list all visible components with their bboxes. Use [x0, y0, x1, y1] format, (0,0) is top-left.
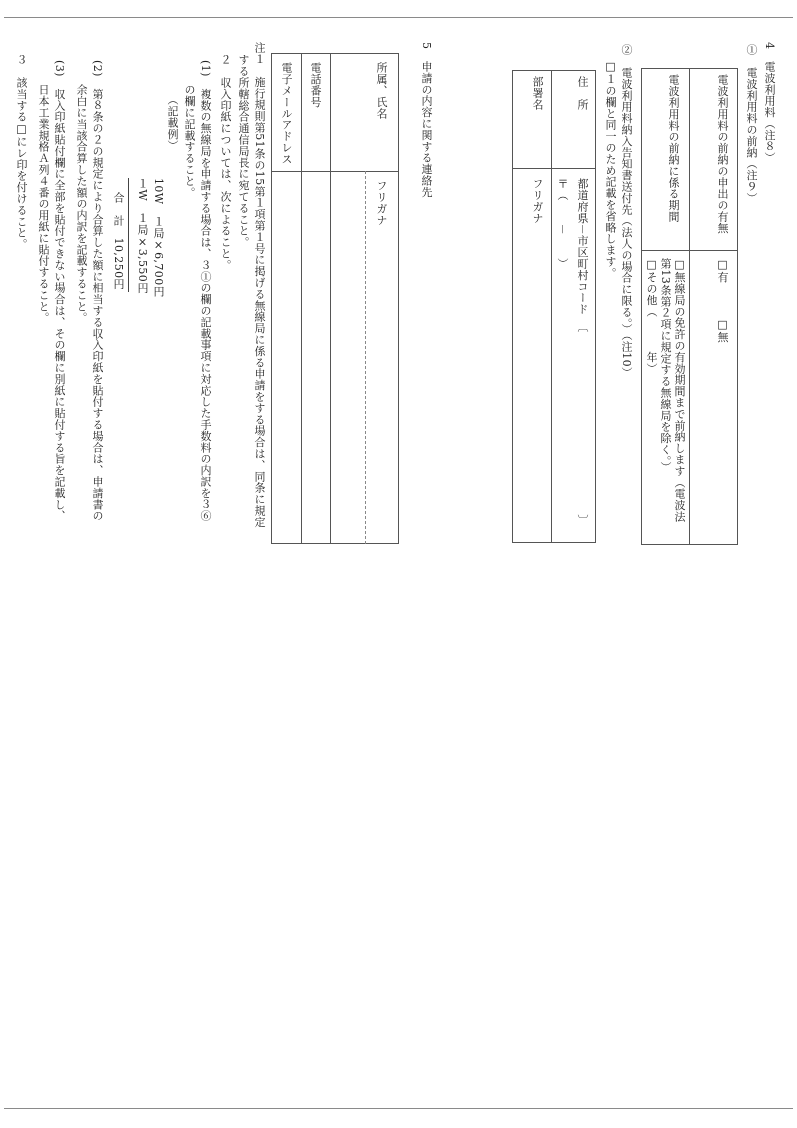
note-2-3-cont: 日本工業規格Ａ列４番の用紙に貼付すること。 — [37, 84, 50, 324]
period-until-expiry-note: 第13条第２項に規定する無線局を除く。） — [659, 258, 672, 473]
note-2: ２ 収入印紙については、次によること。 — [219, 54, 232, 271]
postal-code-field[interactable]: 〒（ － ） — [556, 178, 569, 270]
address-row-divider — [551, 70, 552, 543]
note-3: ３ 該当する□にレ印を付けること。 — [15, 54, 28, 250]
note-2-2-cont: 余白に当該合算した額の内訳を記載すること。 — [75, 84, 88, 324]
prepay-item-heading: ① 電波利用料の前納（注９） — [745, 44, 758, 204]
section5-heading: 5 申請の内容に関する連絡先 — [420, 42, 433, 198]
prepay-no-checkbox[interactable]: □無 — [716, 318, 729, 343]
note-2-1: (1) 複数の無線局を申請する場合は、３①の欄の記載事項に対応した手数料の内訳を３⑥ — [199, 60, 212, 522]
prepay-period-label: 電波利用料の前納に係る期間 — [667, 74, 680, 223]
section4-heading: 4 電波利用料（注８） — [763, 42, 776, 164]
prepay-table-row-divider — [689, 68, 690, 545]
bottom-rule — [4, 1108, 793, 1109]
example-row-10w: 10W １局×6,700円 — [152, 178, 165, 297]
top-rule — [4, 17, 793, 18]
note-2-3: (3) 収入印紙貼付欄に全部を貼付できない場合は、その欄に別紙に貼付する旨を記載し、 — [53, 60, 66, 522]
note-1: 注１ 施行規則第51条の15第１項第１号に掲げる無線局に係る申請をする場合は、同条に規定 — [253, 42, 266, 528]
phone-label: 電話番号 — [309, 62, 322, 108]
prepay-yes-checkbox[interactable]: □有 — [716, 258, 729, 283]
affiliation-name-label: 所属、氏名 — [375, 62, 388, 119]
contact-row-divider-1 — [301, 53, 302, 544]
contact-row-divider-2 — [330, 53, 331, 544]
address-col-divider — [512, 168, 596, 169]
prepay-table-col-divider — [641, 250, 738, 251]
department-furigana-field[interactable]: フリガナ — [531, 178, 544, 224]
pref-city-code-field[interactable]: 都道府県－市区町村コード 〔 〕 — [576, 178, 589, 526]
example-total: 合 計 10,250円 — [112, 192, 125, 290]
address-label: 住 所 — [576, 76, 589, 111]
affiliation-furigana-field[interactable]: フリガナ — [375, 180, 388, 226]
period-until-expiry-checkbox[interactable]: □無線局の免許の有効期間まで前納します（電波法 — [673, 258, 686, 523]
contact-col-divider — [271, 171, 399, 172]
furigana-dashed-line — [365, 171, 366, 544]
same-as-field1-checkbox[interactable]: □１の欄と同一のため記載を省略します。 — [604, 60, 617, 279]
example-sum-line — [128, 178, 129, 292]
note-2-1-cont: の欄に記載すること。 — [183, 84, 196, 198]
note-1-cont: する所轄総合通信局長に宛てること。 — [237, 54, 250, 248]
prepay-request-label: 電波利用料の前納の申出の有無 — [716, 74, 729, 234]
invoice-dest-heading: ② 電波利用料納入告知書送付先（法人の場合に限る。）（注10） — [620, 44, 633, 379]
email-label: 電子メールアドレス — [280, 62, 293, 165]
department-label: 部署名 — [531, 76, 544, 111]
period-other-checkbox[interactable]: □その他（ 年） — [645, 258, 658, 374]
example-label: （記載例） — [166, 94, 179, 151]
note-2-2: (2) 第８条の２の規定により合算した額に相当する収入印紙を貼付する場合は、申請書の — [91, 60, 104, 522]
example-row-1w: １W １局×3,550円 — [136, 178, 149, 294]
